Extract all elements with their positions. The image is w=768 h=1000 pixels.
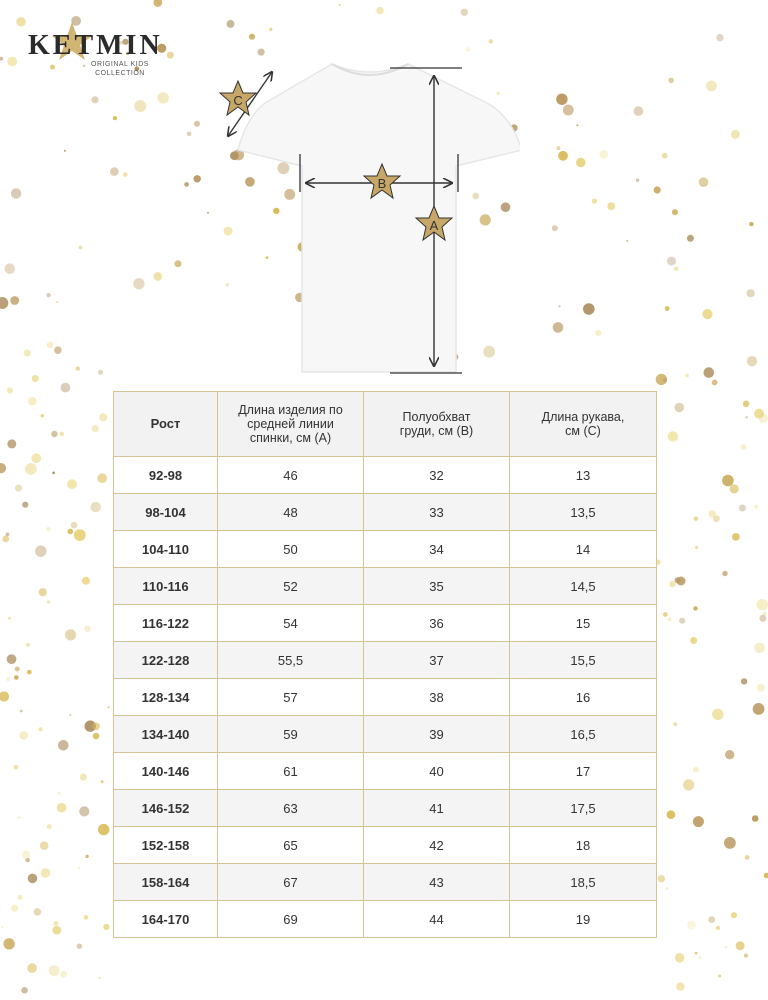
cell-height: 146-152 <box>114 790 218 827</box>
header-chest-b-text: Полуобхват груди, см (В) <box>399 410 474 438</box>
confetti-dot <box>687 921 696 930</box>
confetti-dot <box>663 612 668 617</box>
confetti-dot <box>687 235 694 242</box>
confetti-dot <box>563 105 574 116</box>
cell-chest-b: 41 <box>364 790 510 827</box>
confetti-dot <box>107 706 109 708</box>
confetti-dot <box>154 272 163 281</box>
table-header-row <box>114 392 657 457</box>
confetti-dot <box>47 342 54 349</box>
confetti-dot <box>743 401 750 408</box>
confetti-dot <box>57 803 67 813</box>
cell-chest-b: 33 <box>364 494 510 531</box>
confetti-dot <box>184 182 189 187</box>
confetti-dot <box>339 4 341 6</box>
confetti-dot <box>2 536 9 543</box>
size-chart-table <box>113 391 657 938</box>
confetti-dot <box>558 305 560 307</box>
header-chest-b <box>364 392 510 457</box>
table-row <box>114 901 657 938</box>
confetti-dot <box>46 527 50 531</box>
confetti-dot <box>7 439 16 448</box>
confetti-dot <box>669 581 675 587</box>
confetti-dot <box>68 529 74 535</box>
confetti-dot <box>724 837 736 849</box>
confetti-dot <box>39 727 43 731</box>
table-row <box>114 605 657 642</box>
confetti-dot <box>113 116 117 120</box>
confetti-dot <box>5 263 16 274</box>
confetti-dot <box>607 202 615 210</box>
confetti-dot <box>489 39 493 43</box>
confetti-dot <box>658 875 665 882</box>
table-row <box>114 716 657 753</box>
confetti-dot <box>7 387 13 393</box>
confetti-dot <box>34 908 42 916</box>
confetti-dot <box>103 924 109 930</box>
confetti-dot <box>98 370 103 375</box>
table-row <box>114 753 657 790</box>
confetti-dot <box>157 92 169 104</box>
confetti-dot <box>583 303 595 315</box>
cell-height: 110-116 <box>114 568 218 605</box>
confetti-dot <box>22 502 28 508</box>
confetti-dot <box>576 158 585 167</box>
confetti-dot <box>753 703 765 715</box>
cell-chest-b: 44 <box>364 901 510 938</box>
confetti-dot <box>663 378 667 382</box>
confetti-dot <box>10 296 19 305</box>
cell-length-a: 57 <box>218 679 364 716</box>
confetti-dot <box>19 731 28 740</box>
table-row <box>114 827 657 864</box>
table-row <box>114 494 657 531</box>
confetti-dot <box>77 944 82 949</box>
confetti-dot <box>722 475 734 487</box>
confetti-dot <box>699 957 701 959</box>
confetti-dot <box>60 971 67 978</box>
confetti-dot <box>0 57 3 61</box>
cell-height: 128-134 <box>114 679 218 716</box>
cell-sleeve-c: 19 <box>510 901 657 938</box>
confetti-dot <box>763 612 767 616</box>
confetti-dot <box>92 723 100 731</box>
confetti-dot <box>699 177 709 187</box>
confetti-dot <box>60 432 64 436</box>
brand-logo <box>28 32 163 78</box>
confetti-dot <box>7 654 17 664</box>
cell-sleeve-c: 14,5 <box>510 568 657 605</box>
confetti-dot <box>674 267 679 272</box>
confetti-dot <box>80 774 87 781</box>
confetti-dot <box>757 599 768 610</box>
cell-chest-b: 34 <box>364 531 510 568</box>
confetti-dot <box>18 817 20 819</box>
confetti-dot <box>709 510 716 517</box>
cell-height: 152-158 <box>114 827 218 864</box>
confetti-dot <box>725 946 727 948</box>
confetti-dot <box>16 17 25 26</box>
cell-sleeve-c: 18 <box>510 827 657 864</box>
confetti-dot <box>667 257 676 266</box>
confetti-dot <box>67 479 77 489</box>
confetti-dot <box>76 366 80 370</box>
confetti-dot <box>712 709 723 720</box>
confetti-dot <box>662 153 668 159</box>
confetti-dot <box>31 453 41 463</box>
confetti-dot <box>731 912 737 918</box>
confetti-dot <box>667 617 671 621</box>
confetti-dot <box>207 212 209 214</box>
confetti-dot <box>249 34 255 40</box>
confetti-dot <box>28 397 37 406</box>
confetti-dot <box>175 260 182 267</box>
confetti-dot <box>27 963 37 973</box>
confetti-dot <box>0 691 9 701</box>
confetti-dot <box>668 431 678 441</box>
confetti-dot <box>679 618 685 624</box>
cell-chest-b: 38 <box>364 679 510 716</box>
cell-length-a: 54 <box>218 605 364 642</box>
cell-sleeve-c: 15 <box>510 605 657 642</box>
confetti-dot <box>92 425 99 432</box>
tshirt-shape <box>238 64 520 372</box>
confetti-dot <box>716 34 723 41</box>
header-sleeve-c <box>510 392 657 457</box>
confetti-dot <box>695 952 698 955</box>
cell-sleeve-c: 16 <box>510 679 657 716</box>
confetti-dot <box>556 146 560 150</box>
confetti-dot <box>3 938 14 949</box>
cell-height: 92-98 <box>114 457 218 494</box>
confetti-dot <box>712 380 718 386</box>
confetti-dot <box>15 485 22 492</box>
confetti-dot <box>744 954 748 958</box>
confetti-dot <box>84 915 89 920</box>
confetti-dot <box>675 953 685 963</box>
table-row <box>114 790 657 827</box>
confetti-dot <box>558 151 568 161</box>
confetti-dot <box>46 293 50 297</box>
confetti-dot <box>693 767 699 773</box>
confetti-dot <box>745 855 750 860</box>
confetti-dot <box>65 629 76 640</box>
confetti-dot <box>576 124 578 126</box>
confetti-dot <box>14 765 19 770</box>
confetti-dot <box>599 150 608 159</box>
cell-chest-b: 40 <box>364 753 510 790</box>
confetti-dot <box>20 710 23 713</box>
confetti-dot <box>64 150 66 152</box>
confetti-dot <box>101 780 104 783</box>
confetti-dot <box>725 750 734 759</box>
confetti-dot <box>0 297 8 309</box>
star-b-label: B <box>377 176 387 191</box>
confetti-dot <box>99 977 101 979</box>
confetti-dot <box>41 414 44 417</box>
cell-height: 158-164 <box>114 864 218 901</box>
confetti-dot <box>667 810 676 819</box>
confetti-dot <box>153 0 162 7</box>
table-row <box>114 568 657 605</box>
confetti-dot <box>82 577 90 585</box>
confetti-dot <box>91 96 98 103</box>
confetti-dot <box>634 106 644 116</box>
tshirt-diagram <box>210 50 520 380</box>
confetti-dot <box>749 222 753 226</box>
confetti-dot <box>47 600 50 603</box>
cell-length-a: 52 <box>218 568 364 605</box>
cell-sleeve-c: 17,5 <box>510 790 657 827</box>
confetti-dot <box>91 502 101 512</box>
confetti-dot <box>69 714 71 716</box>
cell-length-a: 65 <box>218 827 364 864</box>
confetti-dot <box>461 9 468 16</box>
confetti-dot <box>49 965 60 976</box>
confetti-dot <box>7 57 17 67</box>
confetti-dot <box>84 625 91 632</box>
confetti-dot <box>8 617 11 620</box>
confetti-dot <box>25 463 37 475</box>
confetti-dot <box>376 7 384 15</box>
confetti-dot <box>741 678 747 684</box>
confetti-dot <box>74 529 86 541</box>
confetti-dot <box>32 375 39 382</box>
confetti-dot <box>693 816 704 827</box>
confetti-dot <box>759 615 766 622</box>
confetti-dot <box>690 637 697 644</box>
table-row <box>114 457 657 494</box>
cell-height: 140-146 <box>114 753 218 790</box>
confetti-dot <box>54 346 62 354</box>
confetti-dot <box>626 240 628 242</box>
confetti-dot <box>695 546 698 549</box>
cell-length-a: 59 <box>218 716 364 753</box>
confetti-dot <box>754 409 764 419</box>
confetti-dot <box>553 322 564 333</box>
star-a-label: A <box>429 218 439 233</box>
confetti-dot <box>757 684 765 692</box>
confetti-dot <box>683 779 694 790</box>
star-c-label: C <box>233 93 243 108</box>
header-height: Рост <box>114 392 218 457</box>
confetti-dot <box>6 533 10 537</box>
confetti-dot <box>752 815 759 822</box>
confetti-dot <box>672 209 678 215</box>
confetti-dot <box>666 887 669 890</box>
cell-sleeve-c: 13 <box>510 457 657 494</box>
confetti-dot <box>79 806 89 816</box>
confetti-dot <box>39 588 47 596</box>
confetti-dot <box>41 868 51 878</box>
confetti-dot <box>187 132 192 137</box>
confetti-dot <box>51 431 57 437</box>
cell-height: 116-122 <box>114 605 218 642</box>
confetti-dot <box>35 546 46 557</box>
confetti-dot <box>269 28 272 31</box>
confetti-dot <box>134 100 146 112</box>
confetti-dot <box>85 855 88 858</box>
confetti-dot <box>97 473 107 483</box>
cell-height: 122-128 <box>114 642 218 679</box>
confetti-dot <box>194 175 201 182</box>
confetti-dot <box>754 505 758 509</box>
confetti-dot <box>52 926 61 935</box>
cell-sleeve-c: 14 <box>510 531 657 568</box>
confetti-dot <box>18 895 23 900</box>
confetti-dot <box>11 188 21 198</box>
cell-length-a: 63 <box>218 790 364 827</box>
cell-length-a: 46 <box>218 457 364 494</box>
confetti-dot <box>47 824 52 829</box>
confetti-dot <box>708 916 715 923</box>
confetti-dot <box>556 94 567 105</box>
confetti-dot <box>685 374 689 378</box>
confetti-dot <box>21 987 28 994</box>
table-row <box>114 642 657 679</box>
cell-height: 164-170 <box>114 901 218 938</box>
cell-sleeve-c: 13,5 <box>510 494 657 531</box>
confetti-dot <box>736 941 745 950</box>
confetti-dot <box>79 246 83 250</box>
cell-height: 104-110 <box>114 531 218 568</box>
cell-length-a: 69 <box>218 901 364 938</box>
confetti-dot <box>1 926 3 928</box>
brand-tagline-1: ORIGINAL KIDS <box>91 61 149 68</box>
confetti-dot <box>22 851 31 860</box>
confetti-dot <box>730 484 739 493</box>
confetti-dot <box>57 792 60 795</box>
cell-length-a: 50 <box>218 531 364 568</box>
cell-length-a: 48 <box>218 494 364 531</box>
confetti-dot <box>636 179 639 182</box>
confetti-dot <box>133 278 144 289</box>
table-row <box>114 864 657 901</box>
confetti-dot <box>673 722 677 726</box>
header-sleeve-c-text: Длина рукава, см (С) <box>541 410 625 438</box>
confetti-dot <box>731 130 740 139</box>
confetti-dot <box>52 472 55 475</box>
confetti-dot <box>716 926 720 930</box>
confetti-dot <box>676 982 684 990</box>
confetti-dot <box>123 172 128 177</box>
confetti-dot <box>665 306 670 311</box>
table-row <box>114 679 657 716</box>
confetti-dot <box>704 367 715 378</box>
confetti-dot <box>0 463 6 473</box>
confetti-dot <box>14 675 19 680</box>
cell-chest-b: 39 <box>364 716 510 753</box>
confetti-dot <box>764 873 768 879</box>
confetti-dot <box>754 643 765 654</box>
confetti-dot <box>99 413 107 421</box>
confetti-dot <box>194 121 200 127</box>
confetti-dot <box>677 577 686 586</box>
confetti-dot <box>552 225 558 231</box>
confetti-dot <box>98 824 109 835</box>
cell-chest-b: 35 <box>364 568 510 605</box>
table-row <box>114 531 657 568</box>
cell-chest-b: 32 <box>364 457 510 494</box>
header-length-a <box>218 392 364 457</box>
confetti-dot <box>110 167 119 176</box>
header-length-a-text: Длина изделия по средней линии спинки, см (А) <box>238 403 343 445</box>
confetti-dot <box>27 670 32 675</box>
confetti-dot <box>78 867 80 869</box>
confetti-dot <box>706 81 717 92</box>
confetti-dot <box>732 533 740 541</box>
brand-tagline-2: COLLECTION <box>95 70 145 77</box>
confetti-dot <box>53 921 58 926</box>
cell-length-a: 55,5 <box>218 642 364 679</box>
confetti-dot <box>24 349 31 356</box>
cell-sleeve-c: 18,5 <box>510 864 657 901</box>
confetti-dot <box>741 444 747 450</box>
confetti-dot <box>668 78 674 84</box>
confetti-dot <box>747 289 755 297</box>
confetti-dot <box>167 52 174 59</box>
cell-sleeve-c: 16,5 <box>510 716 657 753</box>
confetti-dot <box>28 874 38 884</box>
confetti-dot <box>11 905 18 912</box>
confetti-dot <box>739 505 746 512</box>
confetti-dot <box>693 606 697 610</box>
cell-length-a: 61 <box>218 753 364 790</box>
confetti-dot <box>61 383 71 393</box>
brand-name: KETMIN <box>28 30 163 61</box>
cell-height: 134-140 <box>114 716 218 753</box>
cell-height: 98-104 <box>114 494 218 531</box>
confetti-dot <box>592 198 597 203</box>
confetti-dot <box>6 677 10 681</box>
confetti-dot <box>71 522 78 529</box>
confetti-dot <box>676 439 678 441</box>
confetti-dot <box>675 403 685 413</box>
confetti-dot <box>722 571 727 576</box>
confetti-dot <box>747 356 757 366</box>
confetti-dot <box>26 643 30 647</box>
cell-chest-b: 43 <box>364 864 510 901</box>
cell-sleeve-c: 17 <box>510 753 657 790</box>
cell-sleeve-c: 15,5 <box>510 642 657 679</box>
confetti-dot <box>702 309 712 319</box>
confetti-dot <box>93 733 100 740</box>
cell-chest-b: 42 <box>364 827 510 864</box>
confetti-dot <box>654 186 661 193</box>
confetti-dot <box>58 740 69 751</box>
star-c-icon <box>220 81 256 115</box>
confetti-dot <box>56 301 58 303</box>
confetti-dot <box>40 841 49 850</box>
confetti-dot <box>694 517 698 521</box>
confetti-dot <box>15 667 20 672</box>
confetti-dot <box>227 20 235 28</box>
cell-length-a: 67 <box>218 864 364 901</box>
confetti-dot <box>718 975 721 978</box>
confetti-dot <box>595 330 601 336</box>
cell-chest-b: 36 <box>364 605 510 642</box>
confetti-dot <box>746 416 748 418</box>
cell-chest-b: 37 <box>364 642 510 679</box>
